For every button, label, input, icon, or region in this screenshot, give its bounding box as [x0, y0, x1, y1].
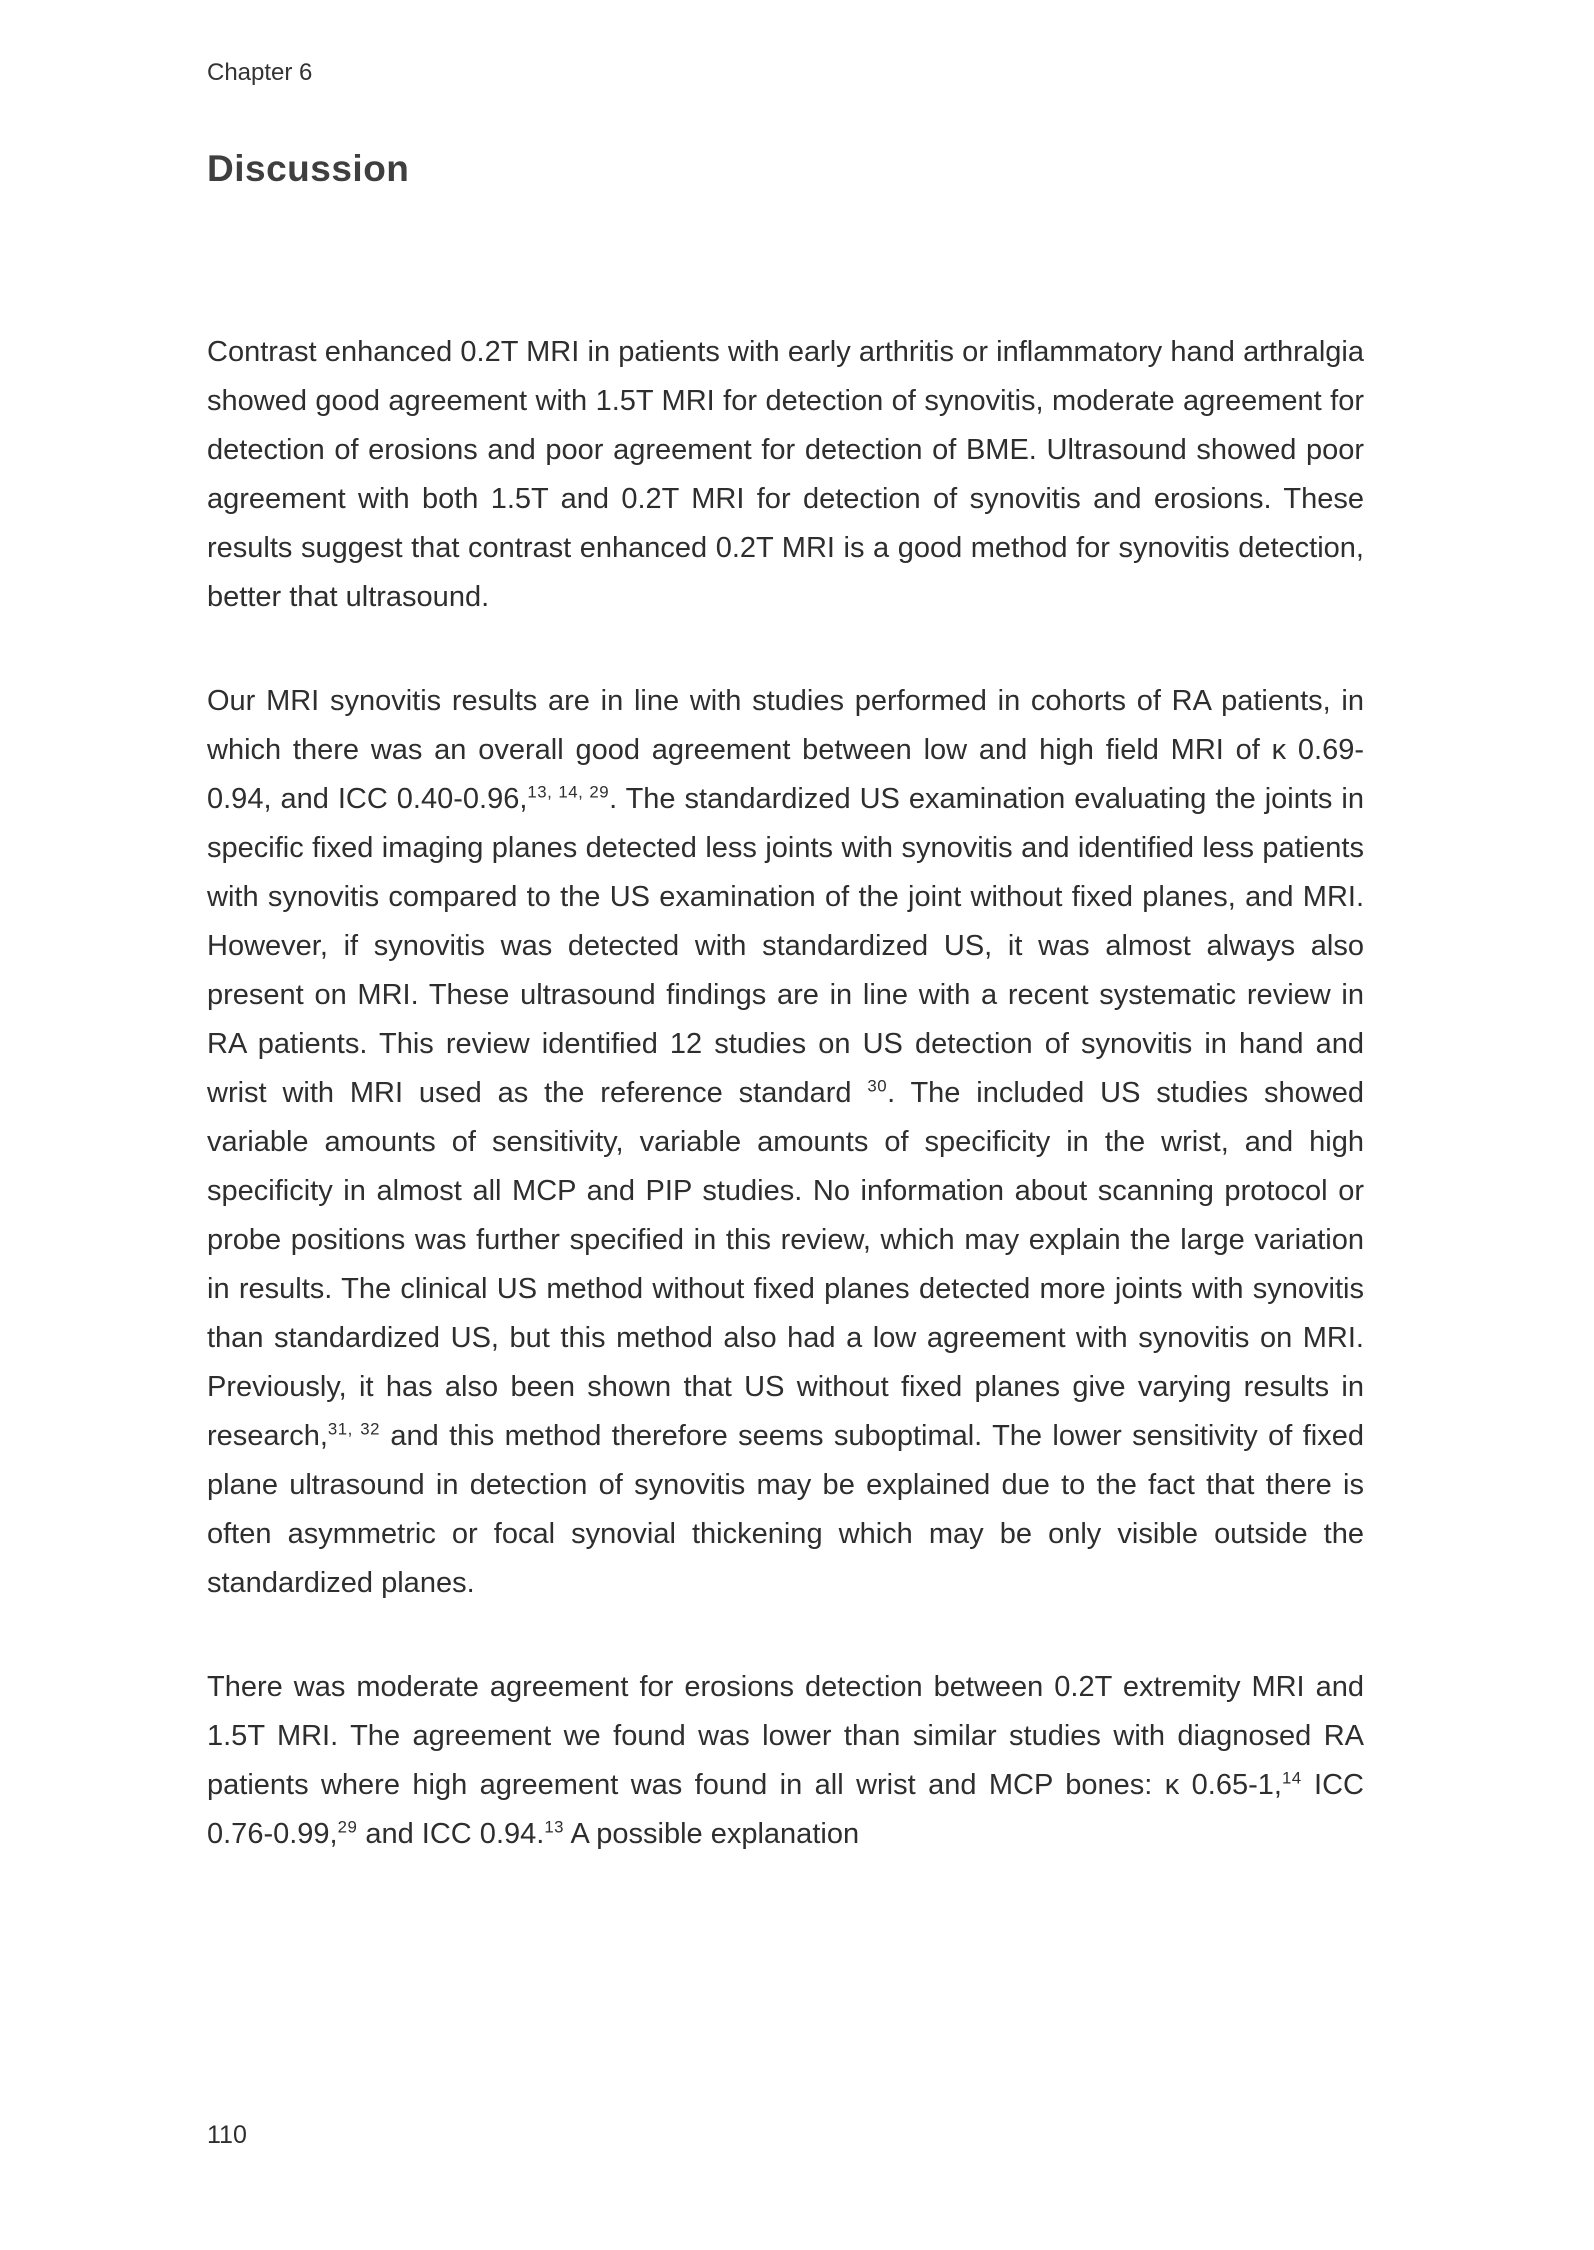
paragraph: Contrast enhanced 0.2T MRI in patients with early arthritis or inflammatory hand arthralgia showed good agreement with 1.5T MRI for detection of synovitis, moderate agreement for detection of erosions and poor agreement for detection of BME. Ultrasound showed poor agreement with both 1.5T and 0.2T MRI for detection of synovitis and erosions. These results suggest that contrast enhanced 0.2T MRI is a good method for synovitis detection, better that ultrasound. — [207, 336, 1364, 613]
chapter-label: Chapter 6 — [207, 59, 313, 86]
paragraph: There was moderate agreement for erosions detection between 0.2T extremity MRI and 1.5T MRI. The agreement we found was lower than similar studies with diagnosed RA patients where high agreement was found in all wrist and MCP bones: κ 0.65-1,14 ICC 0.76-0.99,29 and ICC 0.94.13 A possible explanation — [207, 1671, 1364, 1850]
citation-reference: 14 — [1281, 1768, 1302, 1788]
citation-reference: 30 — [867, 1076, 888, 1096]
citation-reference: 13 — [544, 1817, 565, 1837]
citation-reference: 31, 32 — [327, 1419, 380, 1439]
section-heading: Discussion — [207, 148, 410, 189]
citation-reference: 29 — [337, 1817, 358, 1837]
body-text — [207, 328, 1364, 1914]
citation-reference: 13, 14, 29 — [527, 782, 610, 802]
paragraph: Our MRI synovitis results are in line with studies performed in cohorts of RA patients, in which there was an overall good agreement between low and high field MRI of κ 0.69-0.94, and ICC 0.40-0.96,$^{13, 14, 29}$. The standardized US examination evaluating the joints in specific fixed imaging planes detected less joints with synovitis and identified less patients with synovitis compared to the US examination of the joint without fixed planes, and MRI. However, if synovitis was detected with standardized US, it was almost always also present on MRI. These ultrasound findings are in line with a recent systematic review in RA patients. This review identified 12 studies on US detection of synovitis in hand and wrist with MRI used as the reference standard $^{30}$. The included US studies showed variable amounts of sensitivity, variable amounts of specificity in the wrist, and high specificity in almost all MCP and PIP studies. No information about scanning protocol or probe positions was further specified in this review, which may explain the large variation in results. The clinical US method without fixed planes detected more joints with synovitis than standardized US, but this method also had a low agreement with synovitis on MRI. Previously, it has also been shown that US without fixed planes give varying results in research,$^{31, 32}$ and this method therefore seems suboptimal. The lower sensitivity of fixed plane ultrasound in detection of synovitis may be explained due to the fact that there is often asymmetric or focal synovial thickening which may be only visible outside the standardized planes. — [207, 685, 1364, 1599]
page-number: 110 — [207, 2121, 247, 2149]
